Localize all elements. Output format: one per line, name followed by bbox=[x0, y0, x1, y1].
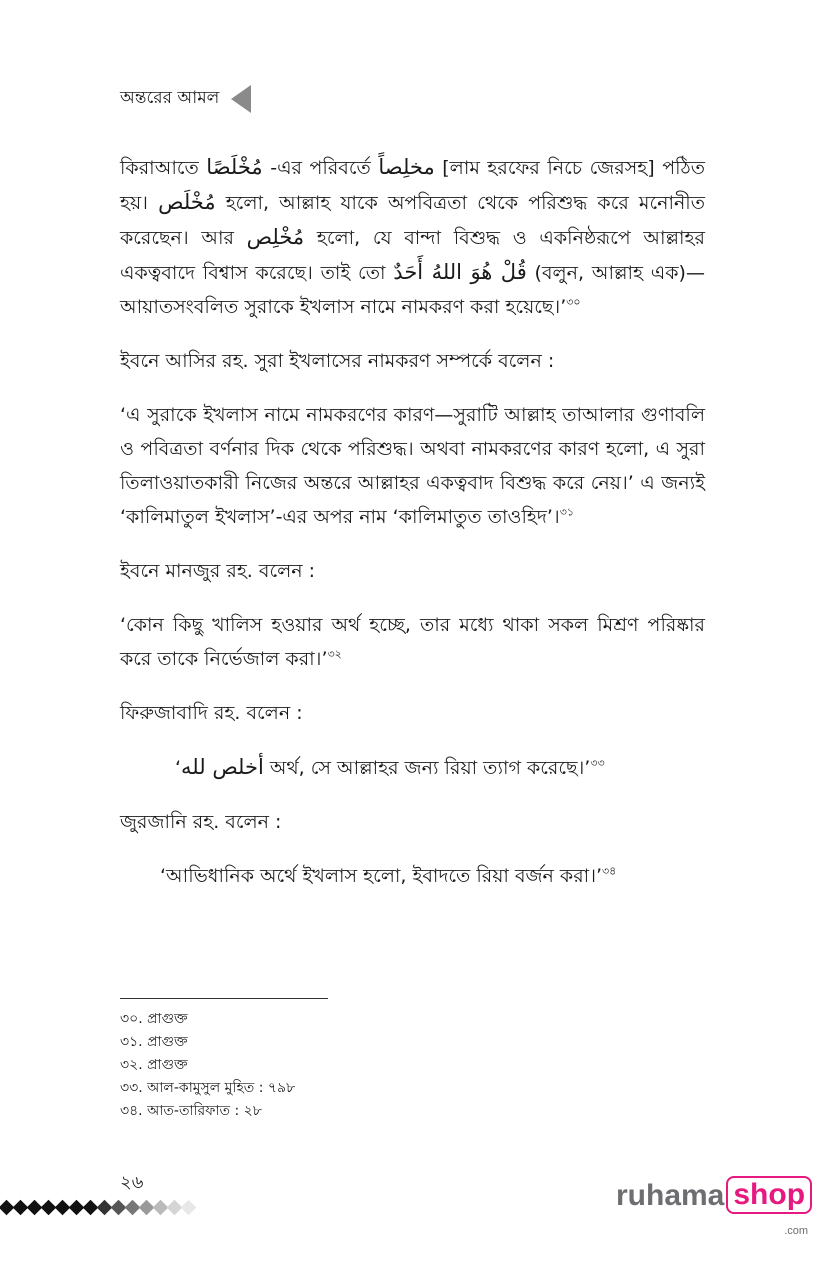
page-number: ২৬ bbox=[120, 1172, 144, 1193]
paragraph-2: ইবনে আসির রহ. সুরা ইখলাসের নামকরণ সম্পর্কে বলেন : bbox=[120, 350, 555, 372]
arabic-word-mukhlas: مُخْلَص bbox=[158, 190, 216, 214]
ruhamashop-logo: ruhama shop .com bbox=[616, 1176, 812, 1224]
footnote-ref: ৩৪ bbox=[602, 864, 617, 878]
arabic-verse: قُلْ هُوَ اللهُ أَحَدٌ bbox=[393, 260, 527, 284]
paragraph-7: ‘أخلص لله অর্থ, সে আল্লাহর জন্য রিয়া ত্যাগ করেছে।’$^{৩৩}$ bbox=[175, 755, 605, 779]
paragraph-4: ইবনে মানজুর রহ. বলেন : bbox=[120, 560, 316, 582]
paragraph-3: ‘এ সুরাকে ইখলাস নামে নামকরণের কারণ—সুরাটি আল্লাহ তাআলার গুণাবলি ও পবিত্রতা বর্ণনার দিক থেকে পরিশুদ্ধ। অথবা নামকরণের কারণ হলো, এ সুরা তিলাওয়াতকারী নিজের অন্তরে আল্লাহর একত্ববাদ বিশুদ্ধ করে নেয়।’ এ জন্যই ‘কালিমাতুল ইখলাস’-এর অপর নাম ‘কালিমাতুত তাওহিদ’।$^{৩১}$ bbox=[120, 404, 705, 528]
diamond-icon bbox=[181, 1200, 197, 1216]
triangle-marker-icon bbox=[231, 85, 251, 113]
arabic-word-mukhlis: مُخْلِص bbox=[246, 225, 305, 249]
paragraph-1: কিরাআতে مُخْلَصًا -এর পরিবর্তে مخلِصاً [লাম হরফের নিচে জেরসহ] পঠিত হয়। مُخْلَص হলো, আল্লাহ যাকে অপবিত্রতা থেকে পরিশুদ্ধ করে মনোনীত করেছেন। আর مُخْلِص হলো, যে বান্দা বিশুদ্ধ ও একনিষ্ঠরূপে আল্লাহর একত্ববাদে বিশ্বাস করেছে। তাই তো قُلْ هُوَ اللهُ أَحَدٌ (বলুন, আল্লাহ এক)—আয়াতসংবলিত সুরাকে ইখলাস নামে নামকরণ করা হয়েছে।’$^{৩০}$ bbox=[120, 155, 705, 318]
paragraph-9: ‘আভিধানিক অর্থে ইখলাস হলো, ইবাদতে রিয়া বর্জন করা।’$^{৩৪}$ bbox=[160, 864, 617, 887]
running-head bbox=[120, 85, 251, 113]
footnotes bbox=[120, 1008, 295, 1123]
footnote-item: ৩৪. আত-তারিফাত : ২৮ bbox=[120, 1103, 262, 1119]
footnote-item: ৩১. প্রাগুক্ত bbox=[120, 1034, 188, 1050]
diamond-ornament bbox=[0, 1199, 195, 1217]
footnote-ref: ৩২ bbox=[327, 647, 342, 661]
footnote-item: ৩২. প্রাগুক্ত bbox=[120, 1057, 188, 1073]
footnote-item: ৩৩. আল-কামুসুল মুহিত : ৭৯৮ bbox=[120, 1080, 296, 1096]
body-text bbox=[120, 150, 705, 893]
footnote-ref: ৩০ bbox=[566, 295, 581, 309]
footnote-ref: ৩১ bbox=[559, 505, 574, 519]
paragraph-8: জুরজানি রহ. বলেন : bbox=[120, 811, 282, 833]
arabic-word-mukhlasan: مُخْلَصًا bbox=[206, 155, 263, 179]
footnote-item: ৩০. প্রাগুক্ত bbox=[120, 1011, 188, 1027]
footnote-ref: ৩৩ bbox=[590, 756, 605, 770]
paragraph-6: ফিরুজাবাদি রহ. বলেন : bbox=[120, 702, 303, 724]
arabic-word-mukhlisan: مخلِصاً bbox=[378, 155, 435, 179]
footnote-divider bbox=[120, 998, 328, 999]
paragraph-5: ‘কোন কিছু খালিস হওয়ার অর্থ হচ্ছে, তার মধ্যে থাকা সকল মিশ্রণ পরিষ্কার করে তাকে নির্ভেজাল করা।’$^{৩২}$ bbox=[120, 614, 705, 670]
running-title: অন্তরের আমল bbox=[120, 88, 220, 108]
arabic-phrase: أخلص لله bbox=[181, 755, 264, 779]
